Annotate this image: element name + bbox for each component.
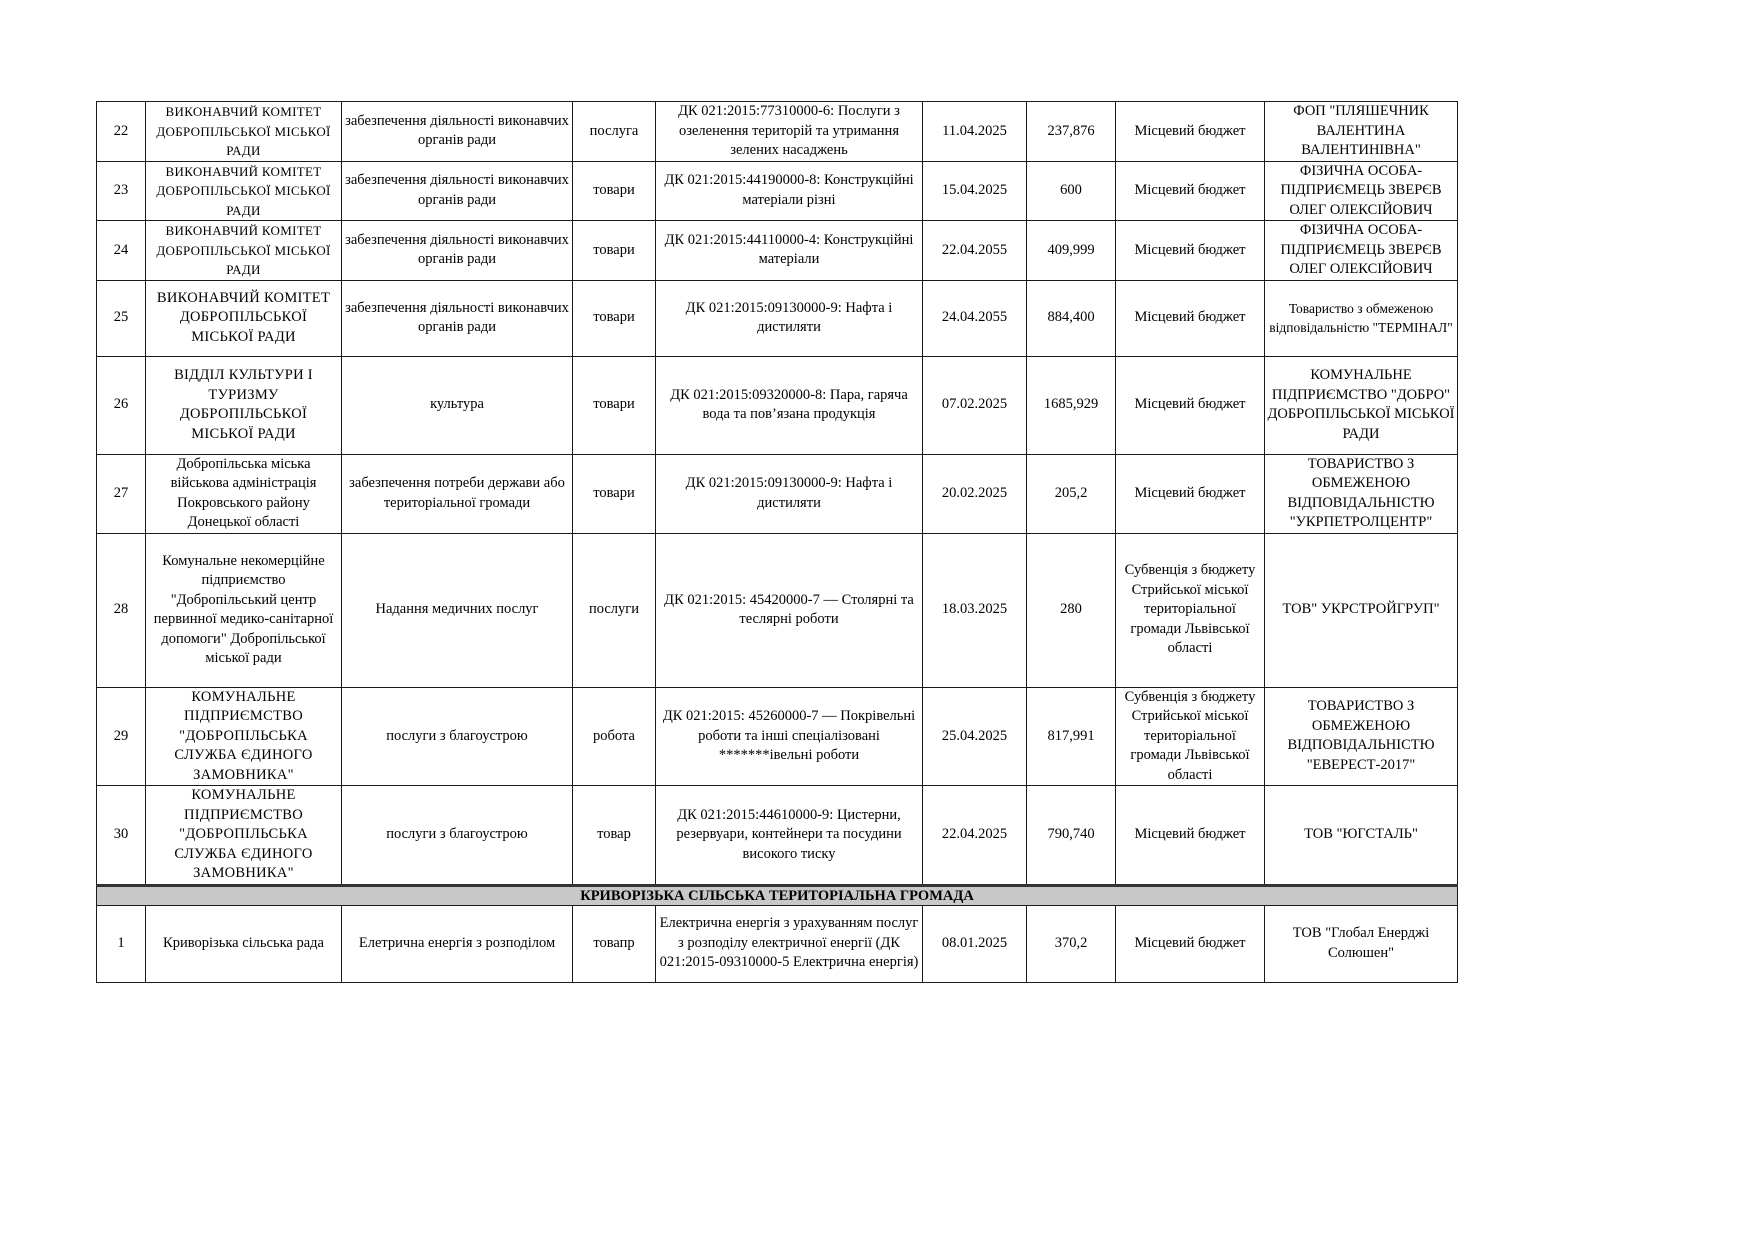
supplier: ТОВАРИСТВО З ОБМЕЖЕНОЮ ВІДПОВІДАЛЬНІСТЮ "ЕВЕРЕСТ-2017": [1265, 687, 1458, 786]
classifier-code: ДК 021:2015:44110000-4: Конструкційні матеріали: [656, 221, 923, 281]
row-number: 1: [97, 905, 146, 982]
customer-org: Комунальне некомерційне підприємство "Добропільський центр первинної медико-санітарної допомоги" Добропільської міської ради: [146, 533, 342, 687]
classifier-code: ДК 021:2015: 45420000-7 — Столярні та теслярні роботи: [656, 533, 923, 687]
contract-sum: 817,991: [1027, 687, 1116, 786]
supplier: ФІЗИЧНА ОСОБА-ПІДПРИЄМЕЦЬ ЗВЕРЄВ ОЛЕГ ОЛЕКСІЙОВИЧ: [1265, 161, 1458, 221]
customer-org: ВИКОНАВЧИЙ КОМІТЕТ ДОБРОПІЛЬСЬКОЇ МІСЬКОЇ РАДИ: [146, 161, 342, 221]
purchase-purpose: забезпечення діяльності виконавчих органів ради: [342, 161, 573, 221]
contract-date: 11.04.2025: [923, 102, 1027, 162]
supplier: ТОВАРИСТВО З ОБМЕЖЕНОЮ ВІДПОВІДАЛЬНІСТЮ "УКРПЕТРОЛЦЕНТР": [1265, 454, 1458, 533]
purchase-type: робота: [573, 687, 656, 786]
row-number: 22: [97, 102, 146, 162]
purchase-purpose: послуги з благоустрою: [342, 687, 573, 786]
contract-date: 22.04.2055: [923, 221, 1027, 281]
classifier-code: ДК 021:2015: 45260000-7 — Покрівельні роботи та інші спеціалізовані *******івельні роботи: [656, 687, 923, 786]
classifier-code: ДК 021:2015:09320000-8: Пара, гаряча вода та пов’язана продукція: [656, 356, 923, 454]
contract-sum: 237,876: [1027, 102, 1116, 162]
purchase-type: послуга: [573, 102, 656, 162]
supplier: Товариство з обмеженою відповідальністю "ТЕРМІНАЛ": [1265, 280, 1458, 356]
purchase-type: послуги: [573, 533, 656, 687]
contract-date: 24.04.2055: [923, 280, 1027, 356]
purchase-purpose: забезпечення діяльності виконавчих органів ради: [342, 280, 573, 356]
contract-date: 22.04.2025: [923, 786, 1027, 886]
customer-org: ВІДДІЛ КУЛЬТУРИ І ТУРИЗМУ ДОБРОПІЛЬСЬКОЇ МІСЬКОЇ РАДИ: [146, 356, 342, 454]
classifier-code: ДК 021:2015:09130000-9: Нафта і дистиляти: [656, 454, 923, 533]
classifier-code: ДК 021:2015:09130000-9: Нафта і дистиляти: [656, 280, 923, 356]
classifier-code: ДК 021:2015:44190000-8: Конструкційні матеріали різні: [656, 161, 923, 221]
purchase-type: товапр: [573, 905, 656, 982]
purchase-purpose: забезпечення потреби держави або територіальної громади: [342, 454, 573, 533]
section-title: КРИВОРІЗЬКА СІЛЬСЬКА ТЕРИТОРІАЛЬНА ГРОМАДА: [97, 885, 1458, 905]
table-row: [97, 161, 1458, 221]
table-row: [97, 533, 1458, 687]
supplier: ТОВ" УКРСТРОЙГРУП": [1265, 533, 1458, 687]
contract-sum: 280: [1027, 533, 1116, 687]
funding-source: Місцевий бюджет: [1116, 786, 1265, 886]
purchase-type: товари: [573, 221, 656, 281]
purchase-type: товари: [573, 280, 656, 356]
contract-date: 08.01.2025: [923, 905, 1027, 982]
purchase-purpose: Надання медичних послуг: [342, 533, 573, 687]
row-number: 23: [97, 161, 146, 221]
contract-sum: 884,400: [1027, 280, 1116, 356]
contract-date: 15.04.2025: [923, 161, 1027, 221]
supplier: ТОВ "ЮГСТАЛЬ": [1265, 786, 1458, 886]
purchase-purpose: Елетрична енергія з розподілом: [342, 905, 573, 982]
purchase-type: товари: [573, 356, 656, 454]
contract-sum: 1685,929: [1027, 356, 1116, 454]
contract-date: 18.03.2025: [923, 533, 1027, 687]
procurement-table: [96, 101, 1458, 983]
purchase-purpose: забезпечення діяльності виконавчих органів ради: [342, 221, 573, 281]
customer-org: КОМУНАЛЬНЕ ПІДПРИЄМСТВО "ДОБРОПІЛЬСЬКА СЛУЖБА ЄДИНОГО ЗАМОВНИКА": [146, 786, 342, 886]
purchase-type: товари: [573, 161, 656, 221]
classifier-code: Електрична енергія з урахуванням послуг з розподілу електричної енергії (ДК 021:2015-09310000-5 Електрична енергія): [656, 905, 923, 982]
section-header-row: [97, 885, 1458, 905]
supplier: ФОП "ПЛЯШЕЧНИК ВАЛЕНТИНА ВАЛЕНТИНІВНА": [1265, 102, 1458, 162]
customer-org: ВИКОНАВЧИЙ КОМІТЕТ ДОБРОПІЛЬСЬКОЇ МІСЬКОЇ РАДИ: [146, 280, 342, 356]
row-number: 26: [97, 356, 146, 454]
table-row: [97, 786, 1458, 886]
table-row: [97, 687, 1458, 786]
classifier-code: ДК 021:2015:77310000-6: Послуги з озеленення територій та утримання зелених насаджень: [656, 102, 923, 162]
customer-org: ВИКОНАВЧИЙ КОМІТЕТ ДОБРОПІЛЬСЬКОЇ МІСЬКОЇ РАДИ: [146, 221, 342, 281]
row-number: 28: [97, 533, 146, 687]
customer-org: Криворізька сільська рада: [146, 905, 342, 982]
row-number: 25: [97, 280, 146, 356]
contract-sum: 205,2: [1027, 454, 1116, 533]
table-row: [97, 221, 1458, 281]
contract-sum: 790,740: [1027, 786, 1116, 886]
row-number: 27: [97, 454, 146, 533]
funding-source: Місцевий бюджет: [1116, 454, 1265, 533]
row-number: 24: [97, 221, 146, 281]
funding-source: Субвенція з бюджету Стрийської міської територіальної громади Львівської області: [1116, 533, 1265, 687]
contract-sum: 409,999: [1027, 221, 1116, 281]
table-row: [97, 102, 1458, 162]
funding-source: Місцевий бюджет: [1116, 356, 1265, 454]
classifier-code: ДК 021:2015:44610000-9: Цистерни, резервуари, контейнери та посудини високого тиску: [656, 786, 923, 886]
supplier: КОМУНАЛЬНЕ ПІДПРИЄМСТВО "ДОБРО" ДОБРОПІЛЬСЬКОЇ МІСЬКОЇ РАДИ: [1265, 356, 1458, 454]
contract-date: 20.02.2025: [923, 454, 1027, 533]
funding-source: Субвенція з бюджету Стрийської міської територіальної громади Львівської області: [1116, 687, 1265, 786]
purchase-purpose: послуги з благоустрою: [342, 786, 573, 886]
customer-org: КОМУНАЛЬНЕ ПІДПРИЄМСТВО "ДОБРОПІЛЬСЬКА СЛУЖБА ЄДИНОГО ЗАМОВНИКА": [146, 687, 342, 786]
contract-date: 07.02.2025: [923, 356, 1027, 454]
table-row: [97, 356, 1458, 454]
supplier: ТОВ "Глобал Енерджі Солюшен": [1265, 905, 1458, 982]
funding-source: Місцевий бюджет: [1116, 280, 1265, 356]
contract-sum: 370,2: [1027, 905, 1116, 982]
customer-org: ВИКОНАВЧИЙ КОМІТЕТ ДОБРОПІЛЬСЬКОЇ МІСЬКОЇ РАДИ: [146, 102, 342, 162]
table-row: [97, 905, 1458, 982]
contract-date: 25.04.2025: [923, 687, 1027, 786]
contract-sum: 600: [1027, 161, 1116, 221]
purchase-purpose: забезпечення діяльності виконавчих органів ради: [342, 102, 573, 162]
funding-source: Місцевий бюджет: [1116, 905, 1265, 982]
customer-org: Добропільська міська військова адміністрація Покровського району Донецької області: [146, 454, 342, 533]
purchase-type: товар: [573, 786, 656, 886]
purchase-type: товари: [573, 454, 656, 533]
funding-source: Місцевий бюджет: [1116, 221, 1265, 281]
funding-source: Місцевий бюджет: [1116, 102, 1265, 162]
table-row: [97, 280, 1458, 356]
purchase-purpose: культура: [342, 356, 573, 454]
funding-source: Місцевий бюджет: [1116, 161, 1265, 221]
table-row: [97, 454, 1458, 533]
row-number: 29: [97, 687, 146, 786]
row-number: 30: [97, 786, 146, 886]
supplier: ФІЗИЧНА ОСОБА-ПІДПРИЄМЕЦЬ ЗВЕРЄВ ОЛЕГ ОЛЕКСІЙОВИЧ: [1265, 221, 1458, 281]
